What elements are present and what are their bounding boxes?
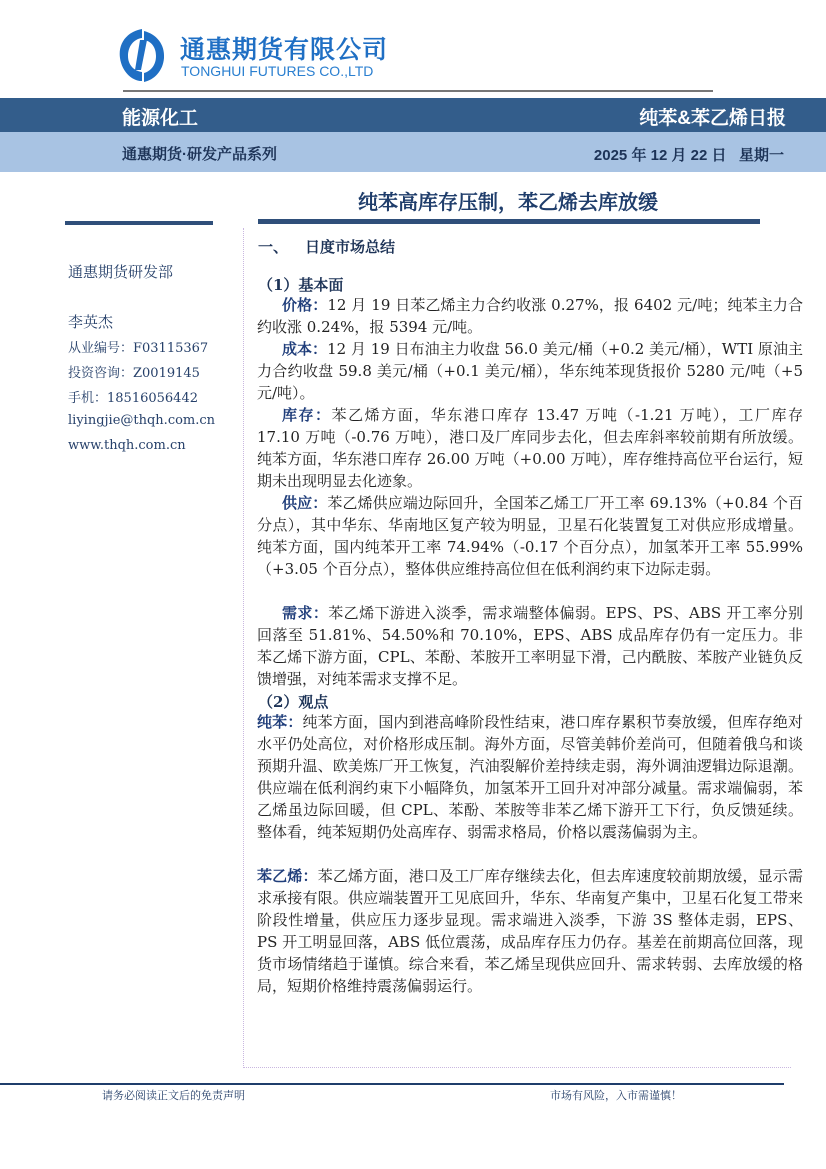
series-label: 通惠期货·研发产品系列 — [122, 146, 277, 163]
footer-divider — [0, 1083, 784, 1085]
text-benzene-view: 纯苯方面，国内到港高峰阶段性结束，港口库存累积节奏放缓，但库存绝对水平仍处高位，对价格形成压制。海外方面，尽管美韩价差尚可，但随着俄乌和谈预期升温、欧美炼厂开工恢复，汽油裂解价差持续走弱，海外调油逻辑边际退潮。供应端在低利润约束下小幅降负，加氢苯开工回升对冲部分减量。需求端偏弱，苯乙烯虽边际回暖，但 CPL、苯酚、苯胺等非苯乙烯下游开工下行，负反馈延续。整体看，纯苯短期仍处高库存、弱需求格局，价格以震荡偏弱为主。 — [257, 713, 803, 841]
consult-number: 投资咨询：Z0019145 — [68, 366, 200, 381]
paragraph-supply — [257, 492, 803, 580]
page-title: 纯苯高库存压制，苯乙烯去库放缓 — [358, 192, 658, 214]
department: 通惠期货研发部 — [68, 263, 174, 281]
label-cost: 成本： — [282, 340, 328, 358]
text-price: 12 月 19 日苯乙烯主力合约收涨 0.27%，报 6402 元/吨；纯苯主力合约收涨 0.24%，报 5394 元/吨。 — [257, 296, 803, 336]
label-demand: 需求： — [282, 604, 329, 622]
header-divider — [123, 90, 713, 92]
paragraph-demand — [257, 602, 803, 690]
company-name-en: TONGHUI FUTURES CO.,LTD — [181, 63, 374, 79]
email-link[interactable]: liyingjie@thqh.com.cn — [68, 413, 216, 428]
label-price: 价格： — [282, 296, 328, 314]
basics-heading: （1）基本面 — [258, 276, 344, 294]
content-bottom-border — [243, 1067, 791, 1068]
text-demand: 苯乙烯下游进入淡季，需求端整体偏弱。EPS、PS、ABS 开工率分别回落至 51.81%、54.50%和 70.10%，EPS、ABS 成品库存仍有一定压力。非苯乙烯下游方面，CPL、苯酚、苯胺开工率明显下滑，己内酰胺、苯胺产业链负反馈增强，对纯苯需求支撑不足。 — [257, 604, 803, 688]
paragraph-price — [257, 294, 803, 338]
section-title: 日度市场总结 — [305, 238, 396, 256]
paragraph-styrene-view — [257, 865, 803, 997]
footer-risk-warning: 市场有风险，入市需谨慎！ — [550, 1089, 682, 1102]
label-inventory: 库存： — [282, 406, 332, 424]
text-supply: 苯乙烯供应端边际回升，全国苯乙烯工厂开工率 69.13%（+0.84 个百分点），其中华东、华南地区复产较为明显，卫星石化装置复工对供应形成增量。纯苯方面，国内纯苯开工率 74.94%（-0.17 个百分点），加氢苯开工率 55.99%（+3.05 个百分点），整体供应维持高位但在低利润约束下边际走弱。 — [257, 494, 803, 578]
website-link[interactable]: www.thqh.com.cn — [68, 438, 186, 453]
paragraph-inventory — [257, 404, 803, 492]
text-inventory: 苯乙烯方面，华东港口库存 13.47 万吨（-1.21 万吨），工厂库存 17.10 万吨（-0.76 万吨），港口及厂库同步去化，但去库斜率较前期有所放缓。纯苯方面，华东港口库存 26.00 万吨（+0.00 万吨），库存维持高位平台运行，短期未出现明显去化迹象。 — [257, 406, 803, 490]
label-supply: 供应： — [282, 494, 328, 512]
license-number: 从业编号：F03115367 — [68, 341, 209, 356]
label-benzene: 纯苯： — [257, 713, 303, 731]
views-heading: （2）观点 — [258, 693, 329, 711]
column-separator — [243, 228, 244, 1068]
phone-number: 手机：18516056442 — [68, 391, 198, 406]
report-name: 纯苯&苯乙烯日报 — [639, 108, 786, 129]
sector-label: 能源化工 — [122, 108, 199, 129]
section-number: 一、 — [258, 238, 289, 256]
label-styrene: 苯乙烯： — [257, 867, 318, 885]
company-logo-icon — [116, 26, 168, 84]
paragraph-benzene-view — [257, 711, 803, 843]
title-divider — [258, 219, 760, 224]
text-cost: 12 月 19 日布油主力收盘 56.0 美元/桶（+0.2 美元/桶），WTI 原油主力合约收盘 59.8 美元/桶（+0.1 美元/桶），华东纯苯现货报价 5280 元/吨（+5 元/吨）。 — [257, 340, 803, 402]
report-date: 2025 年 12 月 22 日 星期一 — [593, 147, 784, 164]
footer-disclaimer: 请务必阅读正文后的免责声明 — [102, 1089, 245, 1102]
text-styrene-view: 苯乙烯方面，港口及工厂库存继续去化，但去库速度较前期放缓，显示需求承接有限。供应端装置开工见底回升，华东、华南复产集中，卫星石化复工带来阶段性增量，供应压力逐步显现。需求端进入淡季，下游 3S 整体走弱，EPS、PS 开工明显回落，ABS 低位震荡，成品库存压力仍存。基差在前期高位回落，现货市场情绪趋于谨慎。综合来看，苯乙烯呈现供应回升、需求转弱、去库放缓的格局，短期价格维持震荡偏弱运行。 — [257, 867, 803, 995]
paragraph-cost — [257, 338, 803, 404]
sidebar-divider — [65, 221, 213, 225]
analyst-name: 李英杰 — [68, 313, 114, 331]
company-name-cn: 通惠期货有限公司 — [180, 36, 389, 64]
